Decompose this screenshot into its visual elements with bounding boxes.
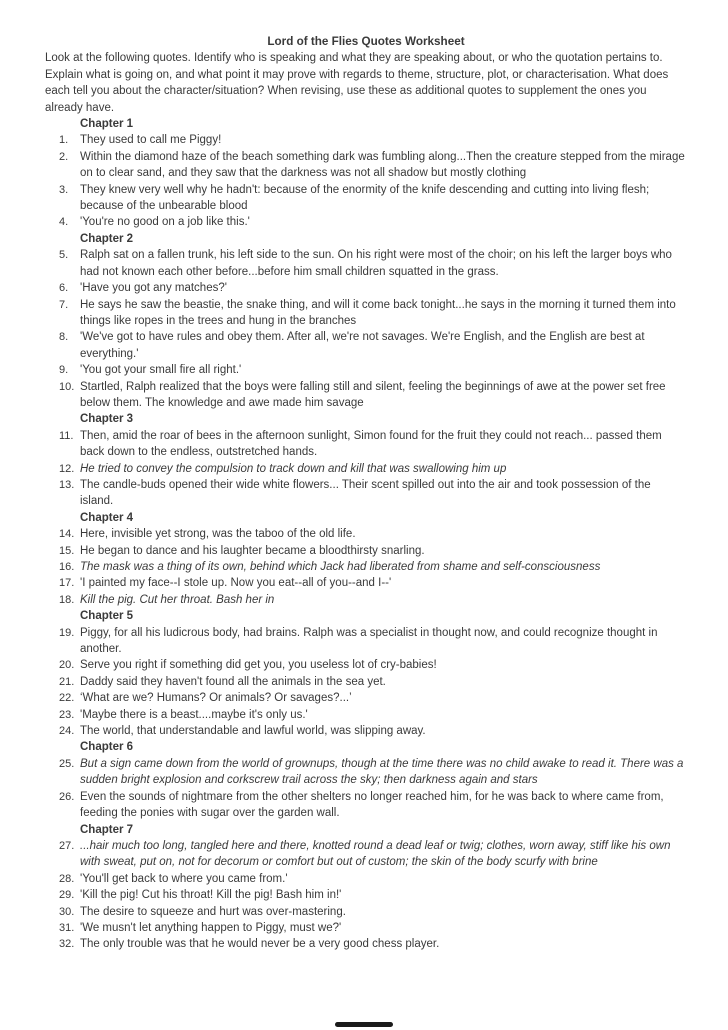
quote-item bbox=[45, 214, 687, 230]
quote-item bbox=[45, 936, 687, 952]
chapter-heading bbox=[80, 608, 687, 624]
quote-item bbox=[45, 625, 687, 658]
quote-number: 12. bbox=[59, 462, 75, 475]
quote-text: He says he saw the beastie, the snake thing, and will it come back tonight...he says in the morning it turned them into things like ropes in the trees and hung in the branches bbox=[80, 298, 676, 327]
quote-text: 'You're no good on a job like this.' bbox=[80, 216, 250, 229]
quote-item bbox=[45, 428, 687, 461]
quote-item bbox=[45, 379, 687, 412]
quote-list bbox=[45, 116, 687, 953]
quote-text: 'Kill the pig! Cut his throat! Kill the pig! Bash him in!' bbox=[80, 889, 342, 902]
quote-number: 11. bbox=[59, 429, 74, 442]
quote-number: 20. bbox=[59, 659, 75, 672]
quote-item bbox=[45, 182, 687, 215]
quote-number: 4. bbox=[59, 216, 69, 229]
chapter-heading-label: Chapter 5 bbox=[80, 610, 134, 623]
chapter-heading bbox=[80, 411, 687, 427]
quote-number: 27. bbox=[59, 839, 75, 852]
quote-text: Within the diamond haze of the beach something dark was fumbling along...Then the creature stepped from the mirage on to clear sand, and they saw that the darkness was not all shadow but mostly clothing bbox=[80, 150, 685, 180]
quote-number: 2. bbox=[59, 150, 69, 163]
chapter-heading-label: Chapter 6 bbox=[80, 741, 134, 754]
quote-text: 'We musn't let anything happen to Piggy, must we?' bbox=[80, 921, 342, 934]
quote-text: But a sign came down from the world of grownups, though at the time there was no child awake to read it. There was a sudden bright explosion and corkscrew trail across the sky; then darkness again and stars bbox=[80, 757, 684, 787]
quote-number: 26. bbox=[59, 790, 75, 803]
quote-item bbox=[45, 247, 687, 280]
chapter-heading bbox=[80, 510, 687, 526]
chapter-heading bbox=[80, 231, 687, 247]
quote-number: 1. bbox=[59, 134, 69, 147]
quote-number: 5. bbox=[59, 249, 69, 262]
quote-text: 'I painted my face--I stole up. Now you eat--all of you--and I--' bbox=[80, 577, 392, 590]
chapter-heading-label: Chapter 3 bbox=[80, 413, 134, 426]
quote-text: Kill the pig. Cut her throat. Bash her in bbox=[80, 593, 275, 606]
chapter-heading bbox=[80, 116, 687, 132]
chapter-heading bbox=[80, 739, 687, 755]
quote-number: 25. bbox=[59, 757, 75, 770]
quote-number: 21. bbox=[59, 675, 75, 688]
quote-text: The world, that understandable and lawful world, was slipping away. bbox=[80, 725, 426, 738]
quote-text: Serve you right if something did get you, you useless lot of cry-babies! bbox=[80, 659, 437, 672]
quote-text: He tried to convey the compulsion to track down and kill that was swallowing him up bbox=[80, 462, 507, 475]
quote-item bbox=[45, 838, 687, 871]
quote-number: 32. bbox=[59, 938, 75, 951]
quote-item bbox=[45, 149, 687, 182]
quote-text: They used to call me Piggy! bbox=[80, 134, 222, 147]
quote-text: 'Have you got any matches?' bbox=[80, 282, 227, 295]
quote-number: 9. bbox=[59, 364, 69, 377]
quote-text: He began to dance and his laughter became a bloodthirsty snarling. bbox=[80, 544, 425, 557]
quote-text: The candle-buds opened their wide white flowers... Their scent spilled out into the air and took possession of the island. bbox=[80, 478, 651, 508]
quote-number: 14. bbox=[59, 528, 75, 541]
quote-text: 'You got your small fire all right.' bbox=[80, 364, 242, 377]
quote-number: 31. bbox=[59, 921, 75, 934]
quote-number: 23. bbox=[59, 708, 75, 721]
quote-number: 7. bbox=[59, 298, 69, 311]
quote-item bbox=[45, 297, 687, 330]
quote-number: 8. bbox=[59, 331, 69, 344]
quote-item bbox=[45, 592, 687, 608]
quote-text: ‘What are we? Humans? Or animals? Or savages?...’ bbox=[80, 692, 352, 705]
quote-number: 30. bbox=[59, 905, 75, 918]
quote-number: 24. bbox=[59, 725, 75, 738]
quote-number: 15. bbox=[59, 544, 75, 557]
quote-item bbox=[45, 904, 687, 920]
chapter-heading-label: Chapter 7 bbox=[80, 823, 134, 836]
chapter-heading bbox=[80, 822, 687, 838]
quote-text: Piggy, for all his ludicrous body, had brains. Ralph was a specialist in thought now, and could recognize thought in another. bbox=[80, 626, 658, 656]
intro-paragraph: Look at the following quotes. Identify who is speaking and what they are speaking about, or who the quotation pertains to. Explain what is going on, and what point it may prove with regards to theme, structure, plot, or characterisation. What does each tell you about the character/situation? When revising, use these as additional quotes to supplement the ones you already have. bbox=[45, 52, 669, 114]
quote-item bbox=[45, 871, 687, 887]
quote-item bbox=[45, 707, 687, 723]
quote-number: 13. bbox=[59, 478, 75, 491]
quote-item bbox=[45, 657, 687, 673]
quote-item bbox=[45, 674, 687, 690]
quote-number: 10. bbox=[59, 380, 75, 393]
quote-item bbox=[45, 526, 687, 542]
quote-number: 6. bbox=[59, 282, 69, 295]
quote-item bbox=[45, 280, 687, 296]
quote-text: The mask was a thing of its own, behind which Jack had liberated from shame and self-consciousness bbox=[80, 561, 601, 573]
quote-item bbox=[45, 756, 687, 789]
quote-item bbox=[45, 789, 687, 822]
quote-item bbox=[45, 723, 687, 739]
chapter-heading-label: Chapter 4 bbox=[80, 511, 134, 524]
quote-text: Startled, Ralph realized that the boys were falling still and silent, feeling the beginnings of awe at the power set free below them. The knowledge and awe made him savage bbox=[80, 380, 666, 409]
quote-number: 22. bbox=[59, 692, 75, 705]
quote-number: 29. bbox=[59, 889, 75, 902]
quote-text: The desire to squeeze and hurt was over-mastering. bbox=[80, 905, 346, 918]
quote-item bbox=[45, 461, 687, 477]
quote-text: 'You'll get back to where you came from.' bbox=[80, 872, 288, 885]
quote-number: 3. bbox=[59, 183, 69, 196]
quote-number: 28. bbox=[59, 872, 75, 885]
quote-text: The only trouble was that he would never be a very good chess player. bbox=[80, 938, 440, 951]
quote-item bbox=[45, 543, 687, 559]
quote-number: 19. bbox=[59, 626, 75, 639]
home-indicator-bar[interactable] bbox=[335, 1022, 393, 1027]
quote-item bbox=[45, 559, 687, 575]
chapter-heading-label: Chapter 1 bbox=[80, 118, 134, 131]
quote-text: Then, amid the roar of bees in the afternoon sunlight, Simon found for the fruit they could not reach... passed them back down to the endless, outstretched hands. bbox=[80, 429, 662, 459]
quote-text: Here, invisible yet strong, was the taboo of the old life. bbox=[80, 528, 356, 541]
quote-text: 'Maybe there is a beast....maybe it's only us.' bbox=[80, 708, 308, 721]
quote-item bbox=[45, 329, 687, 362]
quote-text: Ralph sat on a fallen trunk, his left side to the sun. On his right were most of the choir; on his left the larger boys who had not known each other before...before him small children squatted in the grass. bbox=[80, 249, 672, 278]
chapter-heading-label: Chapter 2 bbox=[80, 232, 134, 245]
quote-text: Even the sounds of nightmare from the other shelters no longer reached him, for he was back to where came from, feeding the ponies with sugar over the garden wall. bbox=[80, 790, 664, 820]
quote-text: They knew very well why he hadn't: because of the enormity of the knife descending and cutting into living flesh; because of the unbearable blood bbox=[80, 183, 650, 213]
quote-item bbox=[45, 477, 687, 510]
quote-number: 18. bbox=[59, 593, 75, 606]
quote-number: 16. bbox=[59, 561, 75, 573]
quote-text: 'We've got to have rules and obey them. After all, we're not savages. We're English, and the English are best at everything.' bbox=[80, 331, 645, 360]
quote-number: 17. bbox=[59, 577, 75, 590]
quote-item bbox=[45, 575, 687, 591]
quote-text: ...hair much too long, tangled here and there, knotted round a dead leaf or twig; clothes, worn away, stiff like his own with sweat, put on, not for decorum or comfort but out of custom; the skin of the body scurfy with brine bbox=[80, 839, 671, 869]
quote-item bbox=[45, 690, 687, 706]
quote-item bbox=[45, 920, 687, 936]
quote-text: Daddy said they haven't found all the animals in the sea yet. bbox=[80, 675, 386, 688]
quote-item bbox=[45, 132, 687, 148]
quote-item bbox=[45, 362, 687, 378]
quote-item bbox=[45, 887, 687, 903]
page-title: Lord of the Flies Quotes Worksheet bbox=[267, 35, 465, 48]
